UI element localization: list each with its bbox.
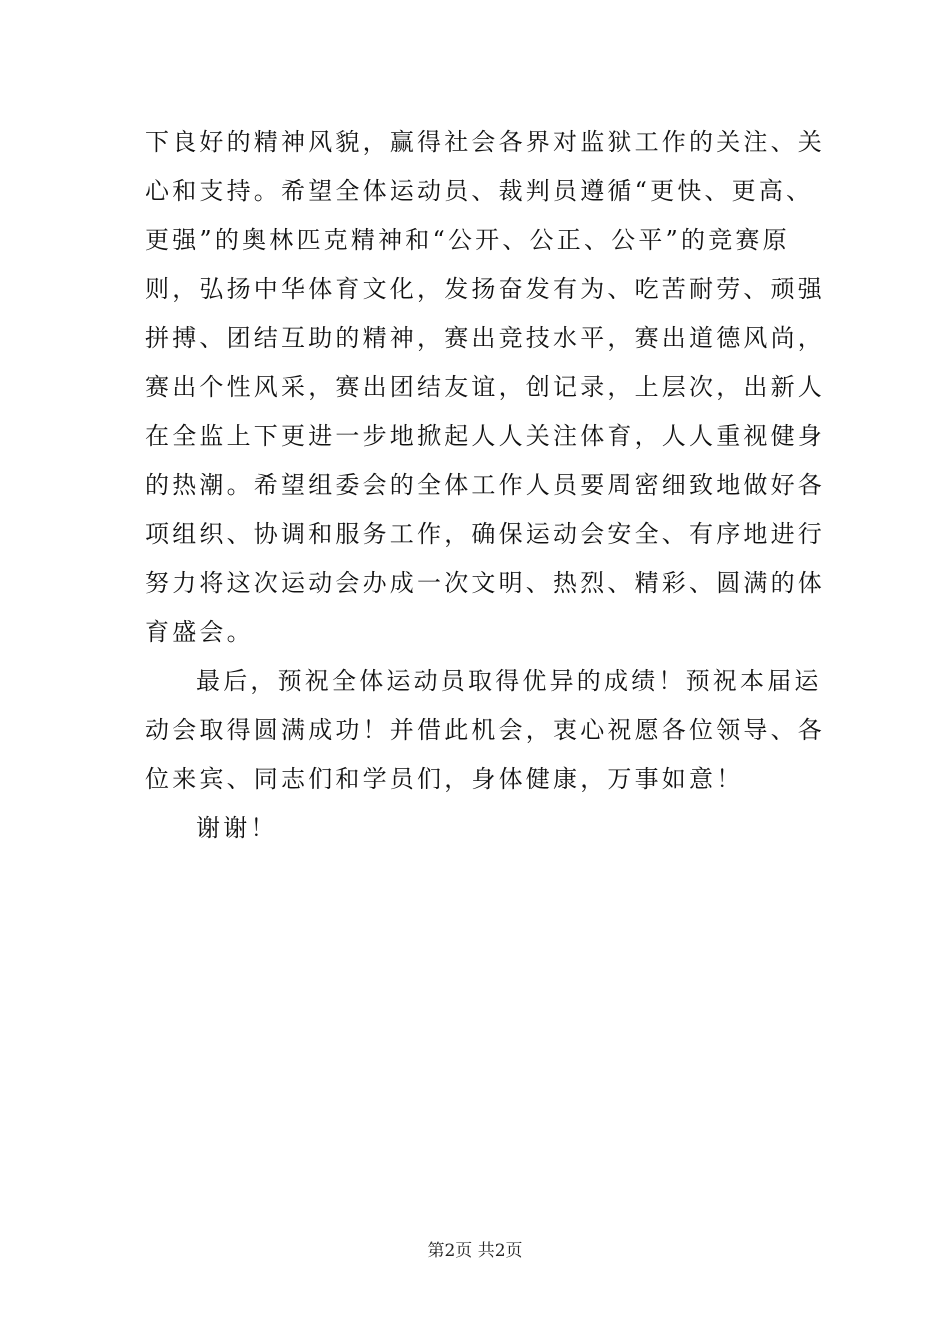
paragraph-first-line: 最后，预祝全体运动员取得优异的成绩！预祝本届运	[196, 667, 822, 695]
body-line: 拼搏、团结互助的精神，赛出竞技水平，赛出道德风尚，	[145, 324, 825, 352]
body-line: 的热潮。希望组委会的全体工作人员要周密细致地做好各	[145, 471, 825, 499]
body-line: 育盛会。	[145, 618, 254, 646]
body-line: 在全监上下更进一步地掀起人人关注体育，人人重视健身	[145, 422, 825, 450]
body-line: 位来宾、同志们和学员们，身体健康，万事如意！	[145, 765, 744, 793]
body-line: 动会取得圆满成功！并借此机会，衷心祝愿各位领导、各	[145, 716, 825, 744]
page-footer: 第2页 共2页	[427, 1241, 523, 1261]
body-line: 更强”的奥林匹克精神和“公开、公正、公平”的竞赛原	[145, 226, 790, 254]
closing-thanks: 谢谢！	[196, 814, 278, 842]
body-line: 下良好的精神风貌，赢得社会各界对监狱工作的关注、关	[145, 128, 825, 156]
body-line: 则，弘扬中华体育文化，发扬奋发有为、吃苦耐劳、顽强	[145, 275, 825, 303]
body-line: 赛出个性风采，赛出团结友谊，创记录，上层次，出新人	[145, 373, 825, 401]
body-line: 项组织、协调和服务工作，确保运动会安全、有序地进行	[145, 520, 825, 548]
body-line: 努力将这次运动会办成一次文明、热烈、精彩、圆满的体	[145, 569, 825, 597]
body-line: 心和支持。希望全体运动员、裁判员遵循“更快、更高、	[145, 177, 814, 205]
